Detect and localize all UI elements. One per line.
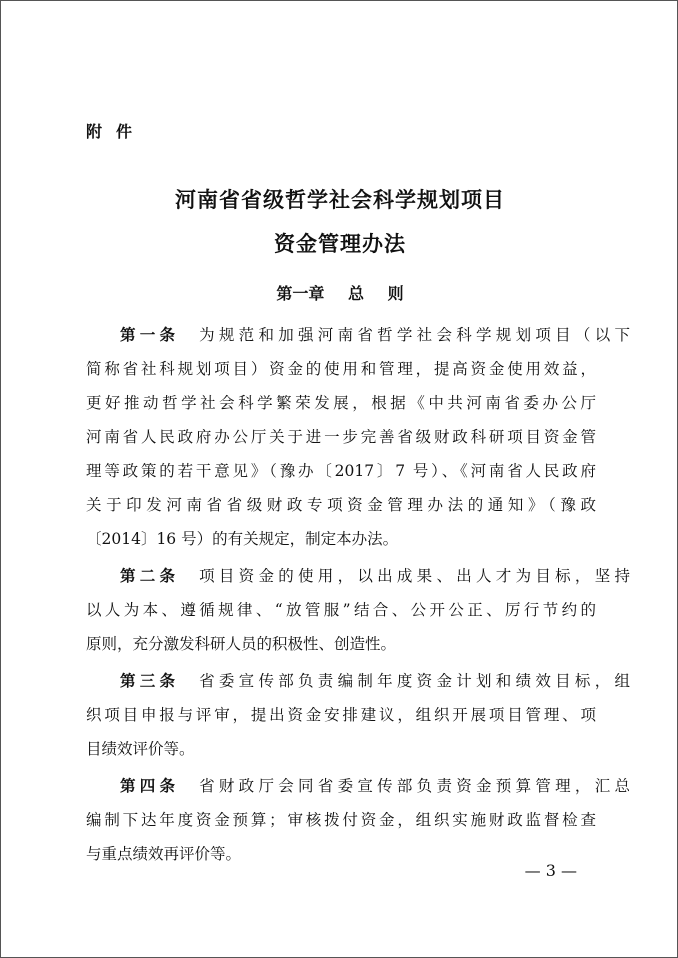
- article-4-text: 省财政厅会同省委宣传部负责资金预算管理，汇总: [199, 777, 630, 795]
- chapter-name-part-2: 则: [387, 284, 404, 303]
- chapter-name-part-1: 总: [347, 284, 364, 303]
- document-title-line-1: 河南省省级哲学社会科学规划项目: [175, 188, 505, 212]
- article-2-line-3: 原则，充分激发科研人员的积极性、创造性。: [86, 635, 397, 653]
- article-4-line-1: [86, 774, 630, 796]
- article-3-text: 省委宣传部负责编制年度资金计划和绩效目标，组: [199, 672, 630, 690]
- article-4-label: 第四条: [120, 777, 180, 795]
- article-2-line-2: 以人为本、遵循规律、“放管服”结合、公开公正、厉行节约的: [86, 601, 596, 619]
- article-1-line-3: 更好推动哲学社会科学繁荣发展，根据《中共河南省委办公厅: [86, 394, 596, 412]
- article-1-line-1: [86, 323, 630, 345]
- article-1-line-4: 河南省人民政府办公厅关于进一步完善省级财政科研项目资金管: [86, 428, 596, 446]
- document-title-line-2: 资金管理办法: [274, 232, 406, 256]
- article-1-line-5: 理等政策的若干意见》（豫办〔2017〕7 号）、《河南省人民政府: [86, 462, 596, 480]
- article-1-line-6: 关于印发河南省省级财政专项资金管理办法的通知》（豫政: [86, 496, 596, 514]
- page-number: — 3 —: [524, 861, 577, 880]
- chapter-heading: [1, 281, 678, 304]
- article-2-text: 项目资金的使用，以出成果、出人才为目标，坚持: [199, 567, 630, 585]
- article-3-label: 第三条: [120, 672, 180, 690]
- article-2-line-1: [86, 564, 630, 586]
- article-1-line-2: 简称省社科规划项目）资金的使用和管理，提高资金使用效益，: [86, 360, 596, 378]
- article-3-line-1: [86, 669, 630, 691]
- article-2-label: 第二条: [120, 567, 180, 585]
- attachment-label: 附件: [86, 122, 147, 141]
- article-3-line-2: 织项目申报与评审，提出资金安排建议，组织开展项目管理、项: [86, 706, 596, 724]
- article-4-line-3: 与重点绩效再评价等。: [86, 845, 242, 863]
- chapter-number: 第一章: [276, 284, 325, 303]
- article-4-line-2: 编制下达年度资金预算；审核拨付资金，组织实施财政监督检查: [86, 811, 596, 829]
- article-1-text: 为规范和加强河南省哲学社会科学规划项目（以下: [199, 326, 630, 344]
- article-3-line-3: 目绩效评价等。: [86, 740, 195, 758]
- article-1-line-7: 〔2014〕16 号）的有关规定，制定本办法。: [86, 530, 399, 548]
- article-1-label: 第一条: [120, 326, 180, 344]
